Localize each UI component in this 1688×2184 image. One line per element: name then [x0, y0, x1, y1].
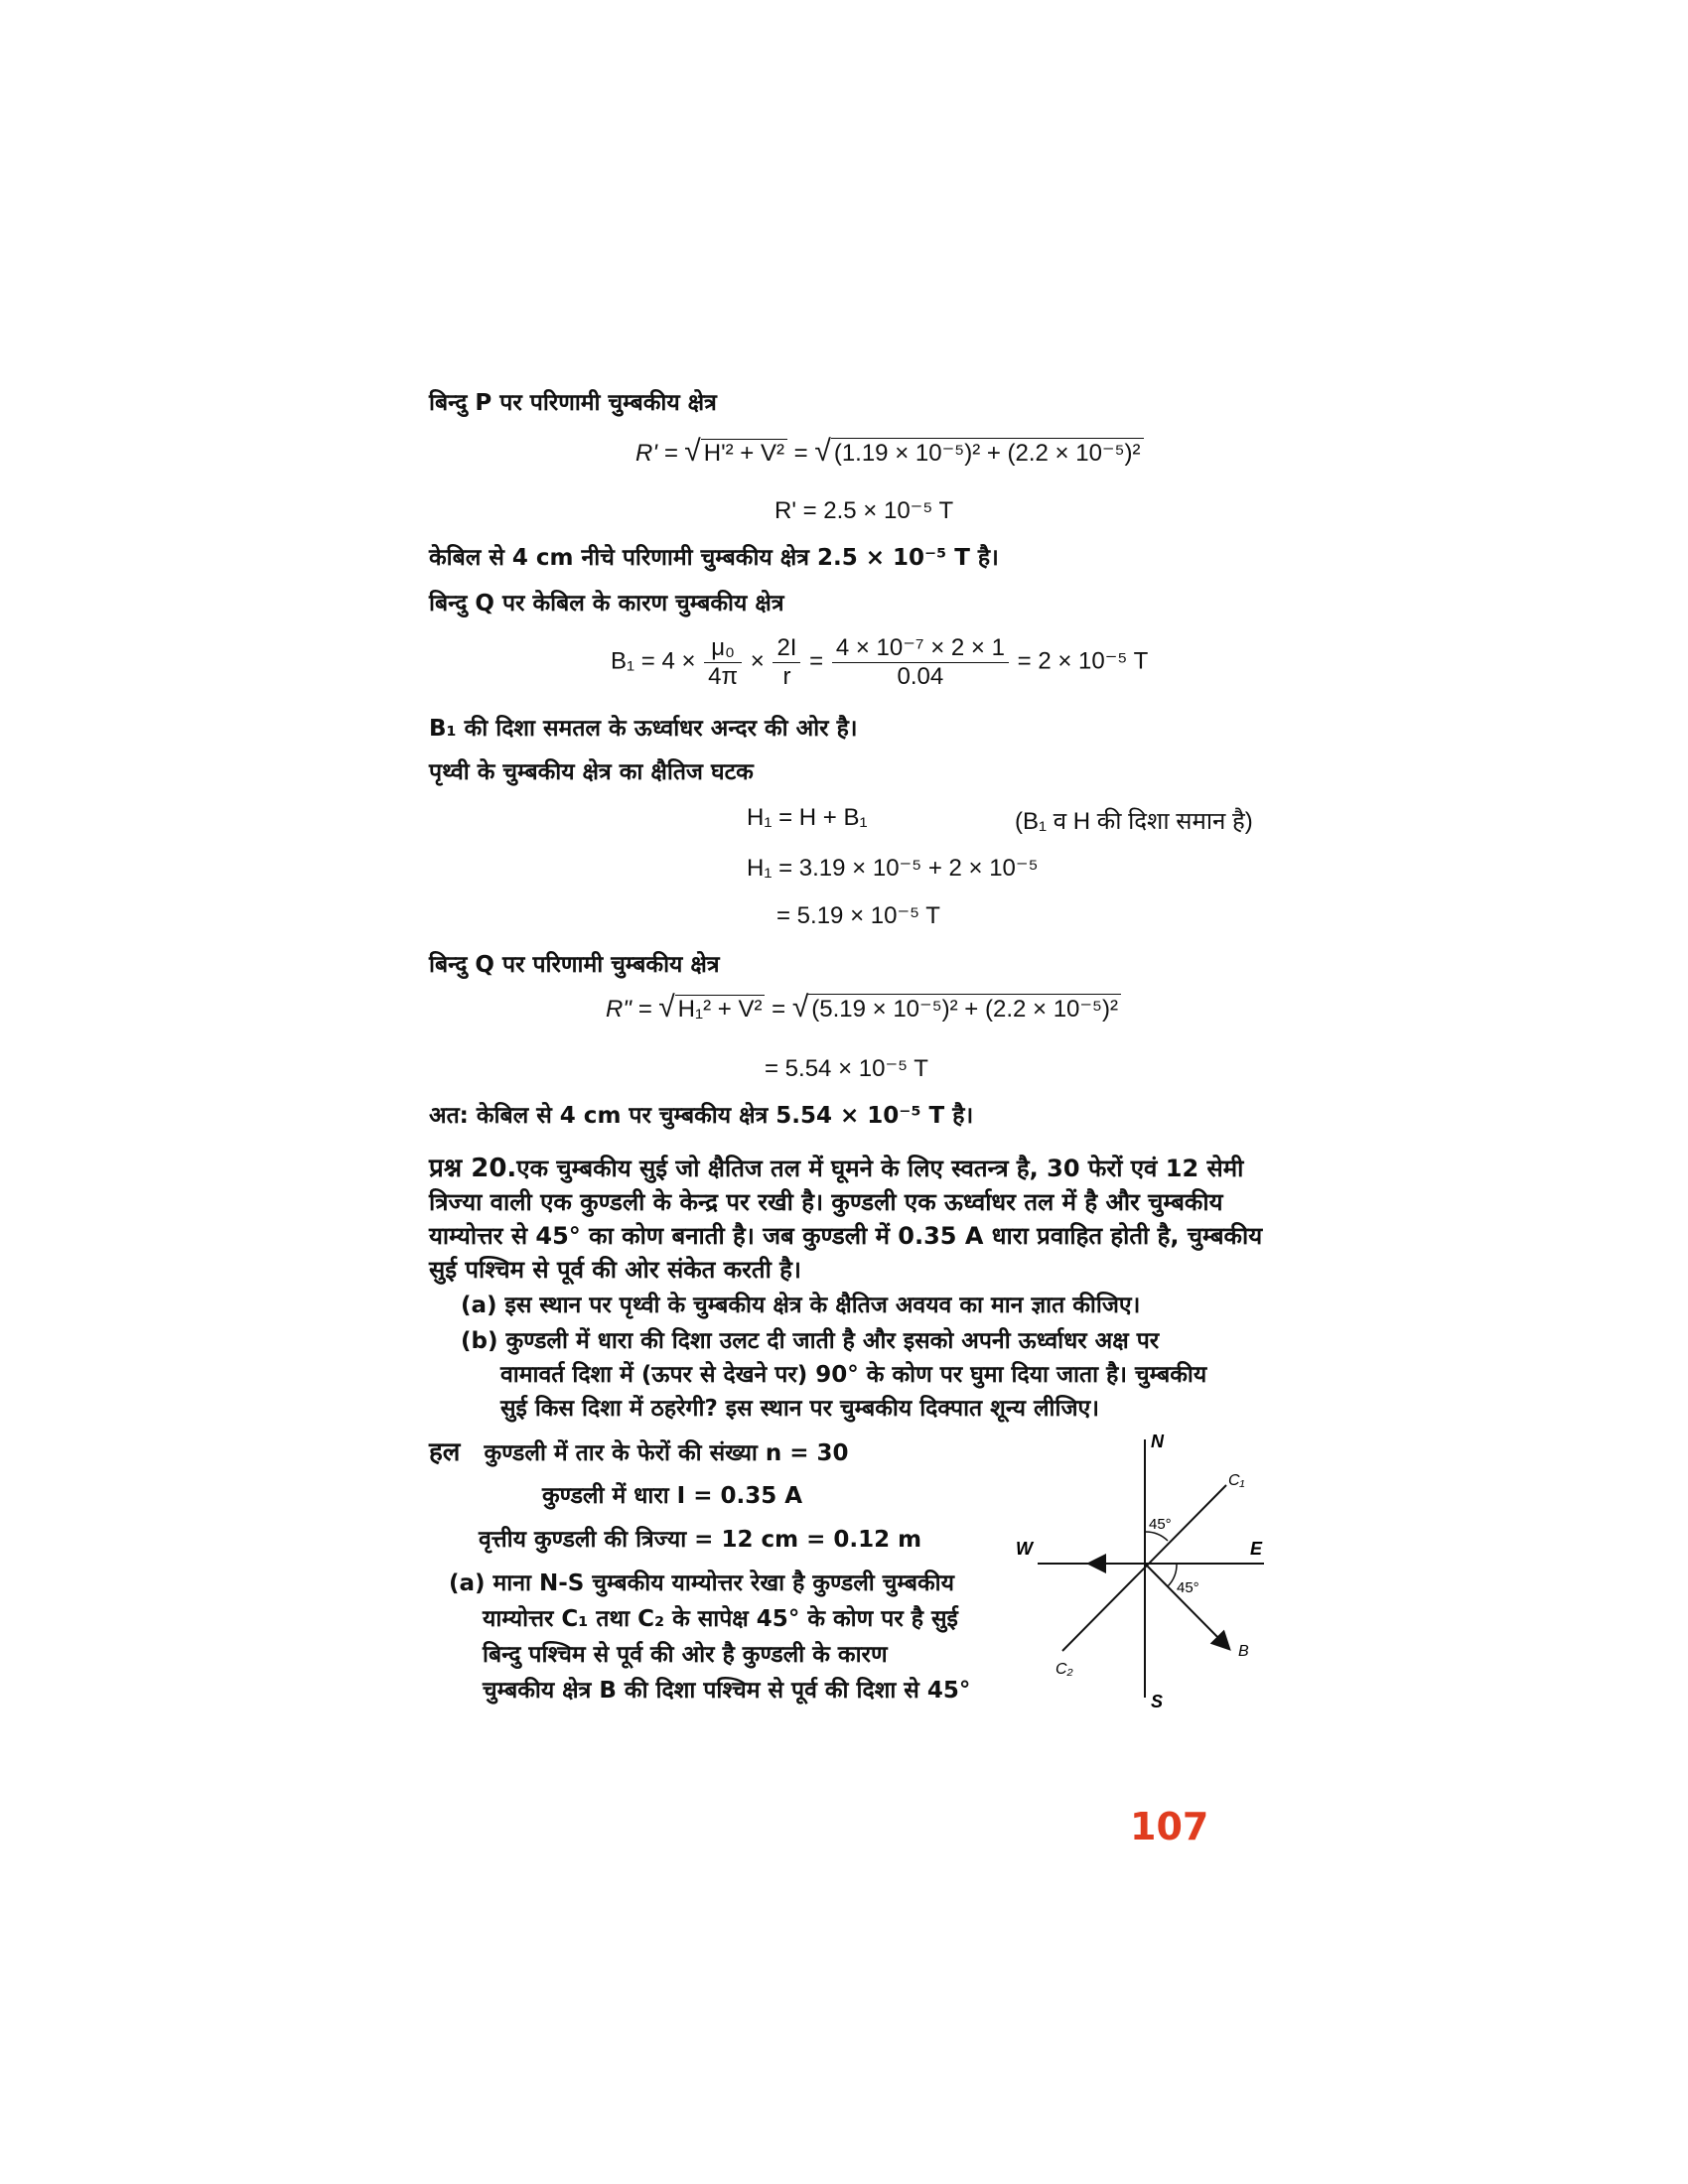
b1-frac-mu: $\frac{\text{μ₀}}{4\pi}$	[704, 634, 742, 691]
question-part-b-line-2: वामावर्त दिशा में (ऊपर से देखने पर) 90° के कोण पर घुमा दिया जाता है। चुम्बकीय	[500, 1362, 1207, 1388]
b1-times: ×	[750, 647, 765, 675]
page-number: 107	[1130, 1805, 1209, 1848]
east-label: E	[1250, 1539, 1263, 1559]
equation-b1	[611, 633, 1148, 691]
question-label: प्रश्न 20.	[429, 1154, 517, 1183]
b1-result: = 2 × 10⁻⁵ T	[1017, 647, 1149, 675]
r2-rhs: (5.19 × 10⁻⁵)² + (2.2 × 10⁻⁵)²	[808, 994, 1121, 1024]
cable-field-q-heading: बिन्दु Q पर केबिल के कारण चुम्बकीय क्षेत्र	[429, 591, 784, 616]
b1-lhs: B₁ = 4 ×	[611, 647, 696, 675]
field-b-arrow	[1145, 1564, 1228, 1648]
c1-label: C₁	[1228, 1472, 1245, 1489]
b1-frac-current: $\frac{2I}{r}$	[773, 634, 800, 691]
west-label: W	[1016, 1539, 1033, 1559]
solution-part-a-line-2: याम्योत्तर C₁ तथा C₂ के सापेक्ष 45° के कोण पर है सुई	[483, 1606, 958, 1632]
angle-arc-bottom	[1168, 1564, 1177, 1586]
r2-lhs: R" =	[606, 996, 659, 1023]
b1-frac-values: $\frac{\text{4 × 10⁻⁷ × 2 × 1}}{0.04}$	[832, 633, 1009, 691]
solution-line-turns	[429, 1435, 849, 1470]
south-label: S	[1151, 1692, 1164, 1711]
question-part-b-line-1: (b) कुण्डली में धारा की दिशा उलट दी जाती है और इसको अपनी ऊर्ध्वाधर अक्ष पर	[461, 1328, 1160, 1354]
question-line-3: याम्योत्तर से 45° का कोण बनाती है। जब कुण्डली में 0.35 A धारा प्रवाहित होती है, चुम्बकीय	[429, 1222, 1263, 1250]
question-part-b-line-3: सुई किस दिशा में ठहरेगी? इस स्थान पर चुम्बकीय दिक्पात शून्य लीजिए।	[500, 1396, 1099, 1422]
solution-part-a-line-1: (a) माना N-S चुम्बकीय याम्योत्तर रेखा है कुण्डली चुम्बकीय	[449, 1570, 954, 1596]
equation-h1-result: = 5.19 × 10⁻⁵ T	[776, 902, 940, 929]
solution-part-a-line-3: बिन्दु पश्चिम से पूर्व की ओर है कुण्डली के कारण	[483, 1642, 888, 1668]
resultant-field-p-heading: बिन्दु P पर परिणामी चुम्बकीय क्षेत्र	[429, 390, 717, 416]
equation-h1-values: H₁ = 3.19 × 10⁻⁵ + 2 × 10⁻⁵	[747, 855, 1039, 882]
solution-radius: वृत्तीय कुण्डली की त्रिज्या = 12 cm = 0.12 m	[479, 1527, 922, 1553]
solution-part-a-line-4: चुम्बकीय क्षेत्र B की दिशा पश्चिम से पूर्व की दिशा से 45°	[483, 1678, 971, 1704]
resultant-field-q-heading: बिन्दु Q पर परिणामी चुम्बकीय क्षेत्र	[429, 952, 720, 978]
h1-direction-note: (B₁ व H की दिशा समान है)	[1015, 808, 1253, 835]
angle-label-bottom: 45°	[1177, 1579, 1199, 1596]
b1-equals: =	[809, 647, 824, 675]
eq1-rhs: (1.19 × 10⁻⁵)² + (2.2 × 10⁻⁵)²	[831, 438, 1144, 468]
equation-r-double-prime: R" = √ H₁² + V² = √ (5.19 × 10⁻⁵)² + (2.2 × 10⁻⁵)²	[606, 991, 1121, 1024]
b-label: B	[1238, 1643, 1249, 1660]
solution-turns: कुण्डली में तार के फेरों की संख्या n = 30	[484, 1440, 849, 1466]
b1-direction: B₁ की दिशा समतल के ऊर्ध्वाधर अन्दर की ओर है।	[429, 716, 858, 742]
horizontal-component-heading: पृथ्वी के चुम्बकीय क्षेत्र का क्षैतिज घटक	[429, 759, 754, 785]
question-text-1: एक चुम्बकीय सुई जो क्षैतिज तल में घूमने के लिए स्वतन्त्र है, 30 फेरों एवं 12 सेमी	[516, 1155, 1244, 1182]
c2-label: C₂	[1055, 1661, 1073, 1678]
question-line-2: त्रिज्या वाली एक कुण्डली के केन्द्र पर रखी है। कुण्डली एक ऊर्ध्वाधर तल में है और चुम्बकीय	[429, 1188, 1223, 1216]
eq1-sqrt: H'² + V²	[701, 439, 787, 468]
north-label: N	[1151, 1432, 1164, 1451]
equation-r-double-prime-result: = 5.54 × 10⁻⁵ T	[765, 1055, 928, 1082]
equation-r-prime-value: R' = 2.5 × 10⁻⁵ T	[774, 497, 954, 524]
conclusion-p: केबिल से 4 cm नीचे परिणामी चुम्बकीय क्षेत्र 2.5 × 10⁻⁵ T है।	[429, 545, 999, 571]
angle-label-top: 45°	[1149, 1516, 1172, 1533]
eq1-lhs: R' =	[635, 440, 685, 467]
question-line-4: सुई पश्चिम से पूर्व की ओर संकेत करती है।	[429, 1256, 802, 1284]
equation-h1: H₁ = H + B₁	[747, 804, 868, 831]
solution-current: कुण्डली में धारा I = 0.35 A	[542, 1483, 803, 1509]
angle-arc-top	[1145, 1532, 1168, 1541]
conclusion-q: अत: केबिल से 4 cm पर चुम्बकीय क्षेत्र 5.54 × 10⁻⁵ T है।	[429, 1103, 974, 1129]
question-line-1	[429, 1152, 1243, 1185]
r2-sqrt: H₁² + V²	[675, 995, 766, 1024]
question-part-a: (a) इस स्थान पर पृथ्वी के चुम्बकीय क्षेत्र के क्षैतिज अवयव का मान ज्ञात कीजिए।	[461, 1293, 1141, 1318]
solution-label: हल	[429, 1437, 461, 1467]
compass-coil-diagram	[1008, 1428, 1286, 1715]
equation-r-prime: R' = √ H'² + V² = √ (1.19 × 10⁻⁵)² + (2.2 × 10⁻⁵)²	[635, 435, 1144, 469]
